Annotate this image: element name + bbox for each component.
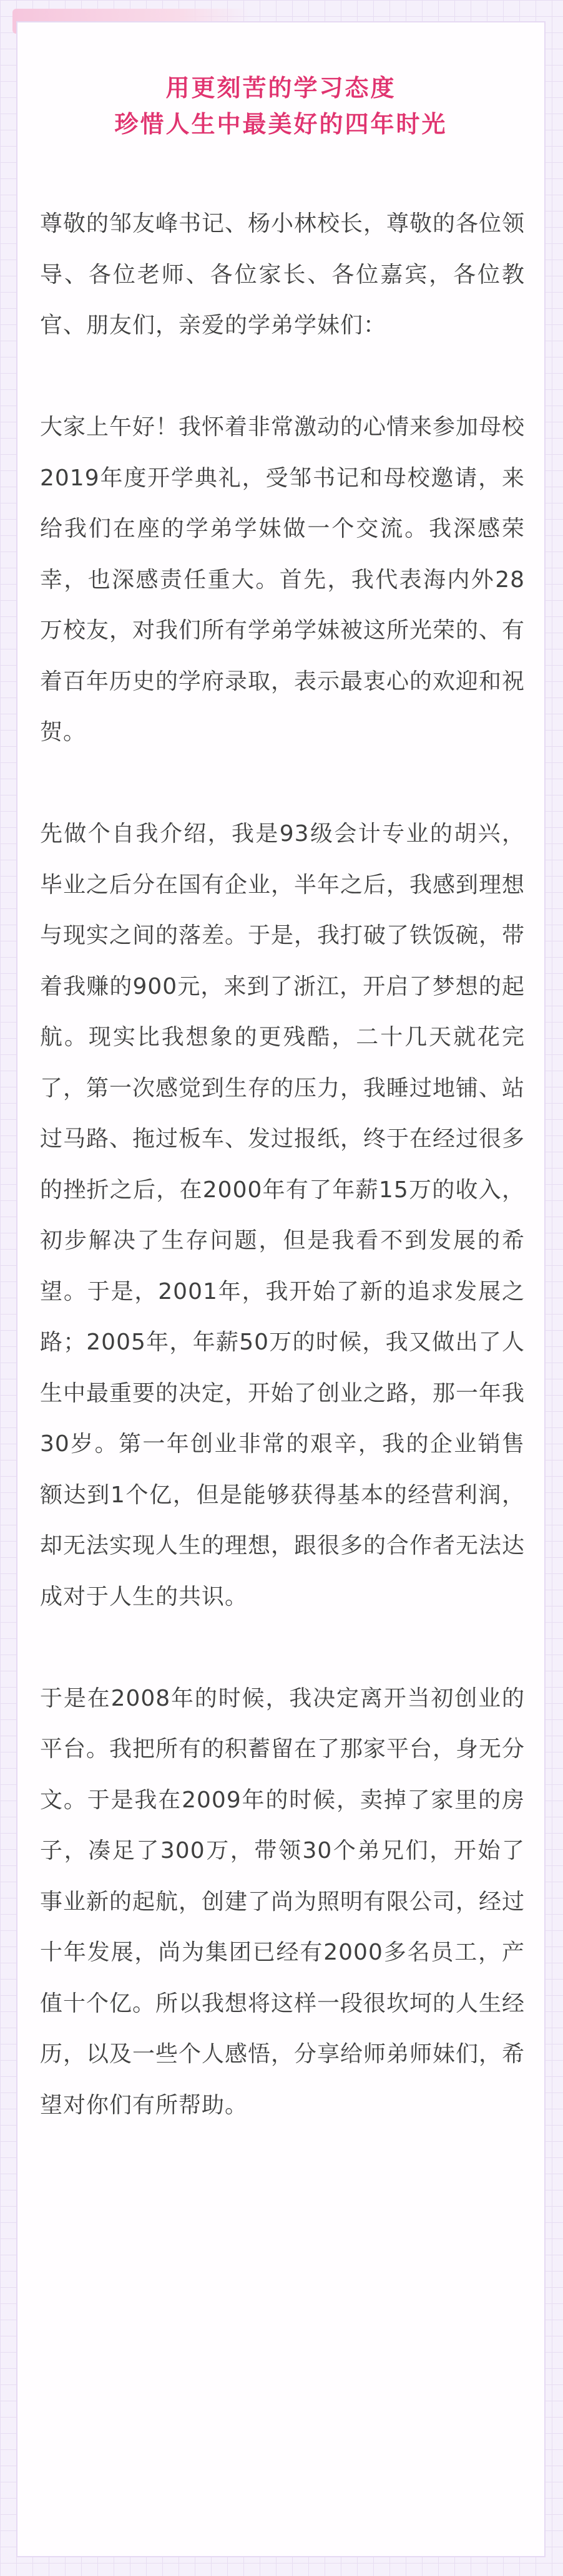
article-body (40, 198, 525, 2131)
paragraph-greeting: 尊敬的邹友峰书记、杨小林校长，尊敬的各位领导、各位老师、各位家长、各位嘉宾，各位教官、朋友们，亲爱的学弟学妹们： (40, 211, 526, 338)
title-line-1: 用更刻苦的学习态度 (165, 74, 396, 102)
title-line-2: 珍惜人生中最美好的四年时光 (114, 110, 448, 138)
paragraph-entrepreneurship: 于是在2008年的时候，我决定离开当初创业的平台。我把所有的积蓄留在了那家平台，身无分文。于是我在2009年的时候，卖掉了家里的房子，凑足了300万，带领30个弟兄们，开始了事业新的起航，创建了尚为照明有限公司，经过十年发展，尚为集团已经有2000多名员工，产值十个亿。所以我想将这样一段很坎坷的人生经历，以及一些个人感悟，分享给师弟师妹们，希望对你们有所帮助。 (40, 1685, 526, 2118)
paragraph-introduction: 先做个自我介绍，我是93级会计专业的胡兴，毕业之后分在国有企业，半年之后，我感到理想与现实之间的落差。于是，我打破了铁饭碗，带着我赚的900元，来到了浙江，开启了梦想的起航。现实比我想象的更残酷，二十几天就花完了，第一次感觉到生存的压力，我睡过地铺、站过马路、拖过板车、发过报纸，终于在经过很多的挫折之后，在2000年有了年薪15万的收入，初步解决了生存问题，但是我看不到发展的希望。于是，2001年，我开始了新的追求发展之路；2005年，年薪50万的时候，我又做出了人生中最重要的决定，开始了创业之路，那一年我30岁。第一年创业非常的艰辛，我的企业销售额达到1个亿，但是能够获得基本的经营利润，却无法实现人生的理想，跟很多的合作者无法达成对于人生的共识。 (40, 821, 526, 1610)
paragraph-welcome: 大家上午好！我怀着非常激动的心情来参加母校2019年度开学典礼，受邹书记和母校邀请，来给我们在座的学弟学妹做一个交流。我深感荣幸，也深感责任重大。首先，我代表海内外28万校友，对我们所有学弟学妹被这所光荣的、有着百年历史的学府录取，表示最衷心的欢迎和祝贺。 (40, 414, 526, 745)
article-title (16, 70, 546, 142)
